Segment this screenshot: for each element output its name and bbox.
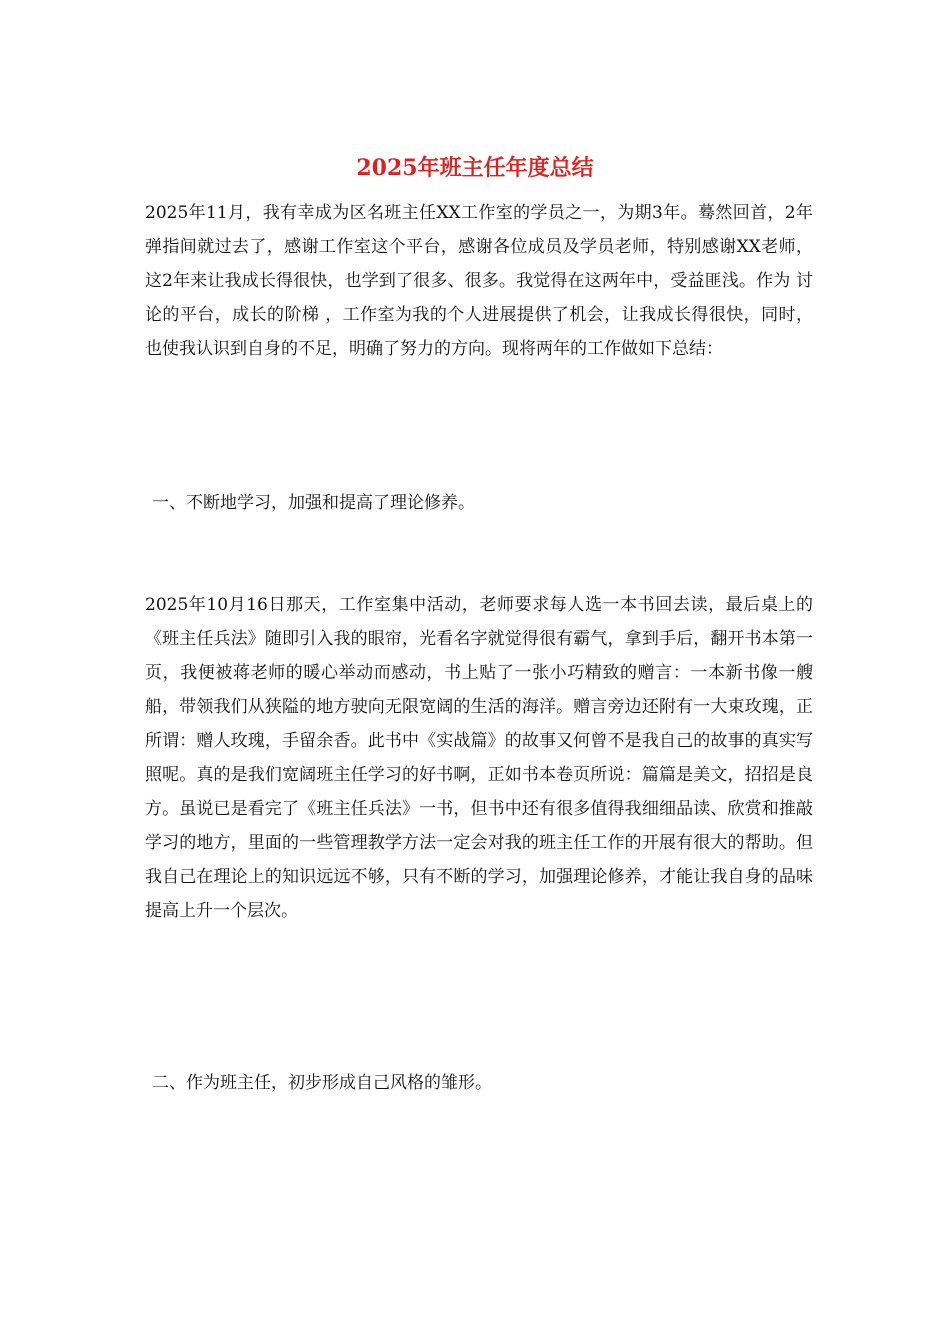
section-paragraph-1 — [145, 588, 813, 928]
section-paragraph-1-text: 2025年10月16日那天，工作室集中活动，老师要求每人选一本书回去读，最后桌上的《班主任兵法》随即引入我的眼帘，光看名字就觉得很有霸气，拿到手后，翻开书本第一页，我便被蒋老师的暖心举动而感动，书上贴了一张小巧精致的赠言：一本新书像一艘船，带领我们从狭隘的地方驶向无限宽阔的生活的海洋。赠言旁边还附有一大束玫瑰，正所谓：赠人玫瑰，手留余香。此书中《实战篇》的故事又何曾不是我自己的故事的真实写照呢。真的是我们宽阔班主任学习的好书啊，正如书本卷页所说：篇篇是美文，招招是良方。虽说已是看完了《班主任兵法》一书，但书中还有很多值得我细细品读、欣赏和推敲学习的地方，里面的一些管理教学方法一定会对我的班主任工作的开展有很大的帮助。但我自己在理论上的知识远远不够，只有不断的学习，加强理论修养，才能让我自身的品味提高上升一个层次。 — [145, 595, 813, 921]
intro-paragraph: 2025年11月，我有幸成为区名班主任XX工作室的学员之一，为期3年。蓦然回首，2年弹指间就过去了，感谢工作室这个平台，感谢各位成员及学员老师，特别感谢XX老师，这2年来让我成长得很快，也学到了很多、很多。我觉得在这两年中，受益匪浅。作为 讨论的平台，成长的阶梯 ，工作室为我的个人进展提供了机会，让我成长得很快，同时，也使我认识到自身的不足，明确了努力的方向。现将两年的工作做如下总结： — [145, 203, 813, 359]
section-heading-1: 一、不断地学习，加强和提高了理论修养。 — [152, 493, 475, 513]
document-title: 2025年班主任年度总结 — [356, 155, 594, 181]
section-heading-2: 二、作为班主任，初步形成自己风格的雏形。 — [152, 1073, 492, 1093]
